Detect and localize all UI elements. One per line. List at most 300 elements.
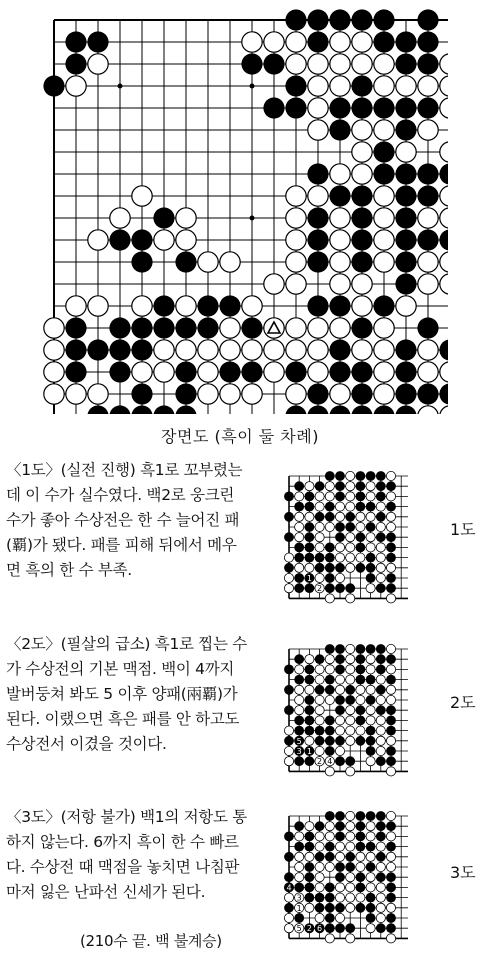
- white-stone: [366, 706, 375, 715]
- white-stone: [346, 716, 355, 725]
- white-stone: [352, 32, 372, 52]
- white-stone: [352, 54, 372, 74]
- black-stone: [335, 492, 345, 502]
- white-stone: [88, 54, 108, 74]
- white-stone: [335, 893, 344, 902]
- black-stone: [335, 903, 345, 913]
- black-stone: [373, 97, 394, 118]
- black-stone: [356, 872, 366, 882]
- black-stone: [356, 492, 366, 502]
- numbered-stone: [294, 736, 304, 746]
- white-stone: [374, 186, 394, 206]
- black-stone: [335, 563, 345, 573]
- white-stone: [286, 208, 306, 228]
- black-stone: [325, 685, 335, 695]
- white-stone: [110, 208, 130, 228]
- black-stone: [376, 705, 386, 715]
- black-stone: [305, 502, 315, 512]
- black-stone: [315, 726, 325, 736]
- white-stone: [418, 362, 438, 382]
- black-stone: [356, 903, 366, 913]
- white-stone: [346, 644, 355, 653]
- black-stone: [395, 383, 416, 404]
- white-stone: [335, 543, 344, 552]
- black-stone: [417, 97, 438, 118]
- white-stone: [315, 913, 324, 922]
- white-stone: [356, 553, 365, 562]
- black-stone: [329, 97, 350, 118]
- white-stone: [352, 142, 372, 162]
- white-stone: [440, 252, 448, 272]
- white-stone: [346, 736, 355, 745]
- black-stone: [376, 821, 386, 831]
- black-stone: [395, 119, 416, 140]
- white-stone: [386, 685, 395, 694]
- white-stone: [352, 340, 372, 360]
- white-stone: [325, 822, 334, 831]
- black-stone: [335, 872, 345, 882]
- black-stone: [335, 583, 345, 593]
- white-stone: [376, 553, 385, 562]
- black-stone: [329, 295, 350, 316]
- move-number: 1: [296, 903, 302, 913]
- black-stone: [386, 573, 396, 583]
- black-stone: [417, 317, 438, 338]
- white-stone: [220, 318, 240, 338]
- black-stone: [395, 273, 416, 294]
- white-stone: [346, 832, 355, 841]
- white-stone: [335, 502, 344, 511]
- white-stone: [335, 726, 344, 735]
- black-stone: [325, 903, 335, 913]
- white-stone: [418, 252, 438, 272]
- black-stone: [284, 705, 294, 715]
- black-stone: [366, 893, 376, 903]
- white-stone: [376, 695, 385, 704]
- white-stone: [325, 665, 334, 674]
- numbered-stone: [315, 584, 324, 594]
- black-stone: [386, 654, 396, 664]
- black-stone: [351, 9, 372, 30]
- white-stone: [352, 164, 372, 184]
- white-stone: [308, 362, 328, 382]
- black-stone: [345, 923, 355, 933]
- black-stone: [386, 543, 396, 553]
- black-stone: [335, 923, 345, 933]
- black-stone: [131, 229, 152, 250]
- black-stone: [335, 705, 345, 715]
- black-stone: [285, 361, 306, 382]
- white-stone: [242, 32, 262, 52]
- white-stone: [346, 563, 355, 572]
- black-stone: [175, 383, 196, 404]
- white-stone: [386, 492, 395, 501]
- black-stone: [153, 405, 174, 414]
- black-stone: [439, 339, 448, 360]
- black-stone: [356, 675, 366, 685]
- black-stone: [294, 842, 304, 852]
- white-stone: [374, 54, 394, 74]
- black-stone: [356, 736, 366, 746]
- black-stone: [305, 532, 315, 542]
- black-stone: [109, 339, 130, 360]
- move-number: 1: [306, 574, 312, 583]
- white-stone: [374, 76, 394, 96]
- black-stone: [219, 361, 240, 382]
- black-stone: [335, 481, 345, 491]
- black-stone: [335, 736, 345, 746]
- white-stone: [88, 230, 108, 250]
- black-stone: [65, 317, 86, 338]
- white-stone: [315, 716, 324, 725]
- white-stone: [308, 98, 328, 118]
- black-stone: [376, 512, 386, 522]
- white-stone: [330, 384, 350, 404]
- black-stone: [294, 716, 304, 726]
- black-stone: [366, 573, 376, 583]
- section-2-title: 〈2도〉(필살의 급소): [6, 635, 151, 653]
- white-stone: [418, 406, 438, 414]
- black-stone: [305, 522, 315, 532]
- white-stone: [374, 362, 394, 382]
- white-stone: [335, 883, 344, 892]
- black-stone: [356, 665, 366, 675]
- black-stone: [294, 726, 304, 736]
- white-stone: [386, 644, 395, 653]
- white-stone: [308, 340, 328, 360]
- black-stone: [131, 383, 152, 404]
- black-stone: [65, 31, 86, 52]
- black-stone: [386, 756, 396, 766]
- white-stone: [346, 893, 355, 902]
- white-stone: [284, 893, 293, 902]
- black-stone: [356, 716, 366, 726]
- black-stone: [284, 685, 294, 695]
- black-stone: [87, 339, 108, 360]
- black-stone: [294, 675, 304, 685]
- white-stone: [44, 340, 64, 360]
- black-stone: [351, 317, 372, 338]
- black-stone: [439, 229, 448, 250]
- black-stone: [307, 229, 328, 250]
- white-stone: [325, 862, 334, 871]
- black-stone: [325, 811, 335, 821]
- black-stone: [417, 229, 438, 250]
- white-stone: [315, 522, 324, 531]
- white-stone: [386, 903, 395, 912]
- white-stone: [264, 362, 284, 382]
- numbered-stone: [304, 573, 314, 583]
- black-stone: [376, 492, 386, 502]
- black-stone: [284, 665, 294, 675]
- white-stone: [132, 362, 152, 382]
- black-stone: [366, 903, 376, 913]
- white-stone: [325, 482, 334, 491]
- black-stone: [376, 644, 386, 654]
- white-stone: [330, 54, 350, 74]
- move-number: 4: [327, 757, 333, 767]
- white-stone: [198, 340, 218, 360]
- figure-2-label: 2도: [450, 693, 476, 712]
- black-stone: [366, 862, 376, 872]
- black-stone: [366, 913, 376, 923]
- white-stone: [440, 208, 448, 228]
- white-stone: [386, 862, 395, 871]
- black-stone: [294, 913, 304, 923]
- black-stone: [153, 317, 174, 338]
- white-stone: [366, 832, 375, 841]
- white-stone: [295, 533, 304, 542]
- white-stone: [356, 685, 365, 694]
- white-stone: [66, 384, 86, 404]
- black-stone: [329, 361, 350, 382]
- black-stone: [294, 553, 304, 563]
- white-stone: [286, 32, 306, 52]
- black-stone: [351, 207, 372, 228]
- black-stone: [376, 852, 386, 862]
- white-stone: [295, 852, 304, 861]
- white-stone: [366, 873, 375, 882]
- black-stone: [373, 9, 394, 30]
- black-stone: [325, 893, 335, 903]
- numbered-stone: [295, 924, 304, 934]
- black-stone: [376, 832, 386, 842]
- white-stone: [386, 811, 395, 820]
- black-stone: [373, 31, 394, 52]
- white-stone: [366, 924, 375, 933]
- numbered-stone: [304, 923, 314, 933]
- white-stone: [315, 746, 324, 755]
- white-stone: [305, 852, 314, 861]
- white-stone: [132, 186, 152, 206]
- black-stone: [335, 695, 345, 705]
- white-stone: [315, 832, 324, 841]
- section-3: [6, 805, 251, 905]
- white-stone: [44, 318, 64, 338]
- white-stone: [374, 120, 394, 140]
- white-stone: [366, 584, 375, 593]
- black-stone: [386, 923, 396, 933]
- black-stone: [65, 361, 86, 382]
- black-stone: [315, 685, 325, 695]
- white-stone: [315, 543, 324, 552]
- black-stone: [294, 573, 304, 583]
- white-stone: [346, 533, 355, 542]
- black-stone: [386, 553, 396, 563]
- numbered-stone: [295, 893, 304, 903]
- white-stone: [315, 842, 324, 851]
- black-stone: [356, 842, 366, 852]
- black-stone: [335, 756, 345, 766]
- white-stone: [386, 563, 395, 572]
- white-stone: [315, 675, 324, 684]
- white-stone: [295, 873, 304, 882]
- white-stone: [376, 862, 385, 871]
- white-stone: [330, 32, 350, 52]
- black-stone: [376, 471, 386, 481]
- white-stone: [352, 120, 372, 140]
- white-stone: [315, 492, 324, 501]
- white-stone: [346, 706, 355, 715]
- white-stone: [325, 522, 334, 531]
- black-stone: [395, 53, 416, 74]
- black-stone: [376, 532, 386, 542]
- white-stone: [376, 522, 385, 531]
- black-stone: [325, 471, 335, 481]
- white-stone: [346, 767, 355, 776]
- black-stone: [386, 532, 396, 542]
- black-stone: [325, 512, 335, 522]
- white-stone: [330, 252, 350, 272]
- black-stone: [335, 471, 345, 481]
- white-stone: [376, 563, 385, 572]
- black-stone: [373, 405, 394, 414]
- white-stone: [346, 903, 355, 912]
- white-stone: [374, 340, 394, 360]
- black-stone: [284, 903, 294, 913]
- black-stone: [366, 471, 376, 481]
- white-stone: [295, 706, 304, 715]
- black-stone: [345, 583, 355, 593]
- white-stone: [386, 767, 395, 776]
- black-stone: [325, 543, 335, 553]
- white-stone: [376, 716, 385, 725]
- white-stone: [295, 563, 304, 572]
- white-stone: [88, 296, 108, 316]
- black-stone: [294, 654, 304, 664]
- white-stone: [220, 340, 240, 360]
- white-stone: [440, 76, 448, 96]
- white-stone: [440, 54, 448, 74]
- black-stone: [329, 119, 350, 140]
- black-stone: [263, 53, 284, 74]
- black-stone: [376, 583, 386, 593]
- white-stone: [325, 832, 334, 841]
- black-stone: [345, 512, 355, 522]
- white-stone: [366, 512, 375, 521]
- white-stone: [315, 695, 324, 704]
- white-stone: [308, 76, 328, 96]
- numbered-stone: [315, 923, 325, 933]
- black-stone: [345, 695, 355, 705]
- white-stone: [356, 695, 365, 704]
- white-stone: [305, 736, 314, 745]
- white-stone: [325, 695, 334, 704]
- white-stone: [286, 318, 306, 338]
- black-stone: [241, 53, 262, 74]
- white-stone: [242, 340, 262, 360]
- black-stone: [43, 75, 64, 96]
- section-2-body: 흑1로 찝는 수가 수상전의 기본 맥점. 백이 4까지 발버둥쳐 봐도 5 이후 양패(兩覇)가 된다. 이랬으면 흑은 패를 안 하고도 수상전서 이겼을 것이다.: [6, 635, 247, 753]
- white-stone: [386, 736, 395, 745]
- black-stone: [395, 229, 416, 250]
- move-number: 2: [306, 924, 312, 934]
- white-stone: [346, 726, 355, 735]
- black-stone: [109, 405, 130, 414]
- white-stone: [308, 54, 328, 74]
- white-stone: [418, 120, 438, 140]
- white-stone: [315, 706, 324, 715]
- black-stone: [284, 512, 294, 522]
- white-stone: [295, 685, 304, 694]
- black-stone: [325, 502, 335, 512]
- black-stone: [356, 481, 366, 491]
- white-stone: [286, 340, 306, 360]
- white-stone: [295, 522, 304, 531]
- white-stone: [356, 726, 365, 735]
- black-stone: [366, 502, 376, 512]
- black-stone: [305, 726, 315, 736]
- white-stone: [66, 296, 86, 316]
- white-stone: [386, 695, 395, 704]
- black-stone: [335, 862, 345, 872]
- black-stone: [329, 339, 350, 360]
- white-stone: [284, 726, 293, 735]
- black-stone: [345, 522, 355, 532]
- black-stone: [325, 746, 335, 756]
- white-stone: [284, 757, 293, 766]
- black-stone: [356, 543, 366, 553]
- black-stone: [305, 675, 315, 685]
- white-stone: [376, 573, 385, 582]
- white-stone: [366, 533, 375, 542]
- black-stone: [335, 821, 345, 831]
- numbered-stone: [295, 903, 304, 913]
- black-stone: [356, 563, 366, 573]
- black-stone: [241, 361, 262, 382]
- black-stone: [386, 705, 396, 715]
- white-stone: [330, 76, 350, 96]
- game-result: (210수 끝. 백 불계승): [80, 932, 222, 950]
- white-stone: [315, 665, 324, 674]
- white-stone: [346, 883, 355, 892]
- black-stone: [305, 872, 315, 882]
- black-stone: [109, 229, 130, 250]
- black-stone: [285, 405, 306, 414]
- black-stone: [373, 141, 394, 162]
- black-stone: [351, 383, 372, 404]
- white-stone: [308, 318, 328, 338]
- black-stone: [109, 361, 130, 382]
- black-stone: [305, 665, 315, 675]
- black-stone: [284, 872, 294, 882]
- move-number: 2: [317, 584, 323, 594]
- black-stone: [395, 185, 416, 206]
- black-stone: [153, 295, 174, 316]
- white-stone: [386, 512, 395, 521]
- black-stone: [131, 317, 152, 338]
- white-stone: [330, 208, 350, 228]
- black-stone: [335, 522, 345, 532]
- black-stone: [356, 821, 366, 831]
- white-stone: [366, 685, 375, 694]
- black-stone: [307, 31, 328, 52]
- white-stone: [305, 822, 314, 831]
- black-stone: [329, 405, 350, 414]
- move-number: 5: [296, 736, 302, 746]
- white-stone: [366, 716, 375, 725]
- black-stone: [366, 563, 376, 573]
- white-stone: [198, 384, 218, 404]
- figure-3-label: 3도: [450, 863, 476, 882]
- white-stone: [286, 54, 306, 74]
- white-stone: [376, 883, 385, 892]
- white-stone: [386, 594, 395, 603]
- white-stone: [286, 252, 306, 272]
- black-stone: [315, 553, 325, 563]
- white-stone: [295, 832, 304, 841]
- black-stone: [315, 903, 325, 913]
